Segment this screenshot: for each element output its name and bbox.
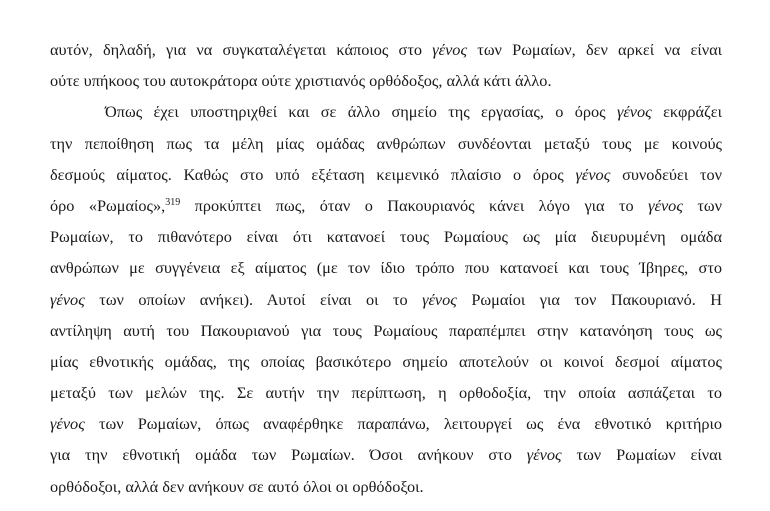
text-segment: την πεποίθηση πως τα μέλη μίας ομάδας ανθρώπων συνδέονται μεταξύ τους με κοινούς	[50, 133, 722, 153]
italic-term: γένος	[432, 40, 468, 59]
italic-term: γένος	[575, 164, 611, 184]
text-line	[50, 252, 722, 283]
text-segment: των Ρωμαίων είναι	[561, 445, 722, 465]
text-line	[50, 471, 722, 502]
italic-term: γένος	[648, 195, 683, 215]
italic-term: γένος	[616, 102, 652, 122]
text-segment: για την εθνοτική ομάδα των Ρωμαίων. Όσοι ανήκουν στο	[50, 445, 527, 465]
text-line	[50, 65, 722, 96]
footnote-reference: 319	[165, 196, 181, 208]
text-segment: μίας εθνοτικής ομάδας, της οποίας βασικότερο σημείο αποτελούν οι κοινοί δεσμοί αίματος	[50, 351, 722, 371]
text-segment: συνοδεύει τον	[610, 164, 723, 184]
text-segment: Όπως έχει υποστηριχθεί και σε άλλο σημείο της εργασίας, ο όρος	[105, 102, 617, 122]
text-segment: των Ρωμαίων, δεν αρκεί να είναι	[467, 40, 722, 59]
text-segment: Ρωμαίοι για τον Πακουριανό. Η	[456, 289, 723, 309]
italic-term: γένος	[50, 289, 85, 309]
text-line	[50, 96, 722, 127]
italic-term: γένος	[422, 289, 457, 309]
text-line	[50, 346, 722, 377]
text-line	[50, 159, 722, 190]
text-line	[50, 221, 722, 252]
text-line	[50, 190, 722, 221]
text-segment: ούτε υπήκοος του αυτοκράτορα ούτε χριστιανός ορθόδοξος, αλλά κάτι άλλο.	[50, 71, 552, 91]
text-segment: ανθρώπων με συγγένεια εξ αίματος (με τον ίδιο τρόπο που κατανοεί και τους Ίβηρες, στο	[50, 258, 722, 278]
text-segment: αυτόν, δηλαδή, για να συγκαταλέγεται κάποιος στο	[50, 40, 433, 59]
document-page	[50, 34, 722, 502]
text-line	[50, 34, 722, 65]
italic-term: γένος	[50, 414, 85, 434]
text-segment: δεσμούς αίματος. Καθώς στο υπό εξέταση κειμενικό πλαίσιο ο όρος	[50, 164, 576, 184]
text-line	[50, 408, 722, 439]
italic-term: γένος	[526, 445, 562, 465]
text-segment: όρο «Ρωμαίος»,	[50, 195, 166, 215]
text-line	[50, 377, 722, 408]
text-line	[50, 315, 722, 346]
text-line	[50, 284, 722, 315]
text-segment: αντίληψη αυτή του Πακουριανού για τους Ρωμαίους παραπέμπει στην κατανόηση τους ως	[50, 320, 722, 340]
text-segment: των οποίων ανήκει). Αυτοί είναι οι το	[84, 289, 423, 309]
text-segment: Ρωμαίων, το πιθανότερο είναι ότι κατανοεί τους Ρωμαίους ως μία διευρυμένη ομάδα	[50, 227, 722, 247]
text-segment: των Ρωμαίων, όπως αναφέρθηκε παραπάνω, λειτουργεί ως ένα εθνοτικό κριτήριο	[84, 414, 722, 434]
text-segment: των	[682, 195, 722, 215]
text-line	[50, 128, 722, 159]
text-segment: εκφράζει	[651, 102, 722, 122]
text-segment: προκύπτει πως, όταν ο Πακουριανός κάνει λόγο για το	[180, 195, 649, 215]
text-segment: μεταξύ των μελών της. Σε αυτήν την περίπτωση, η ορθοδοξία, την οποία ασπάζεται το	[50, 383, 722, 403]
text-line	[50, 439, 722, 470]
text-segment: ορθόδοξοι, αλλά δεν ανήκουν σε αυτό όλοι οι ορθόδοξοι.	[50, 476, 424, 496]
